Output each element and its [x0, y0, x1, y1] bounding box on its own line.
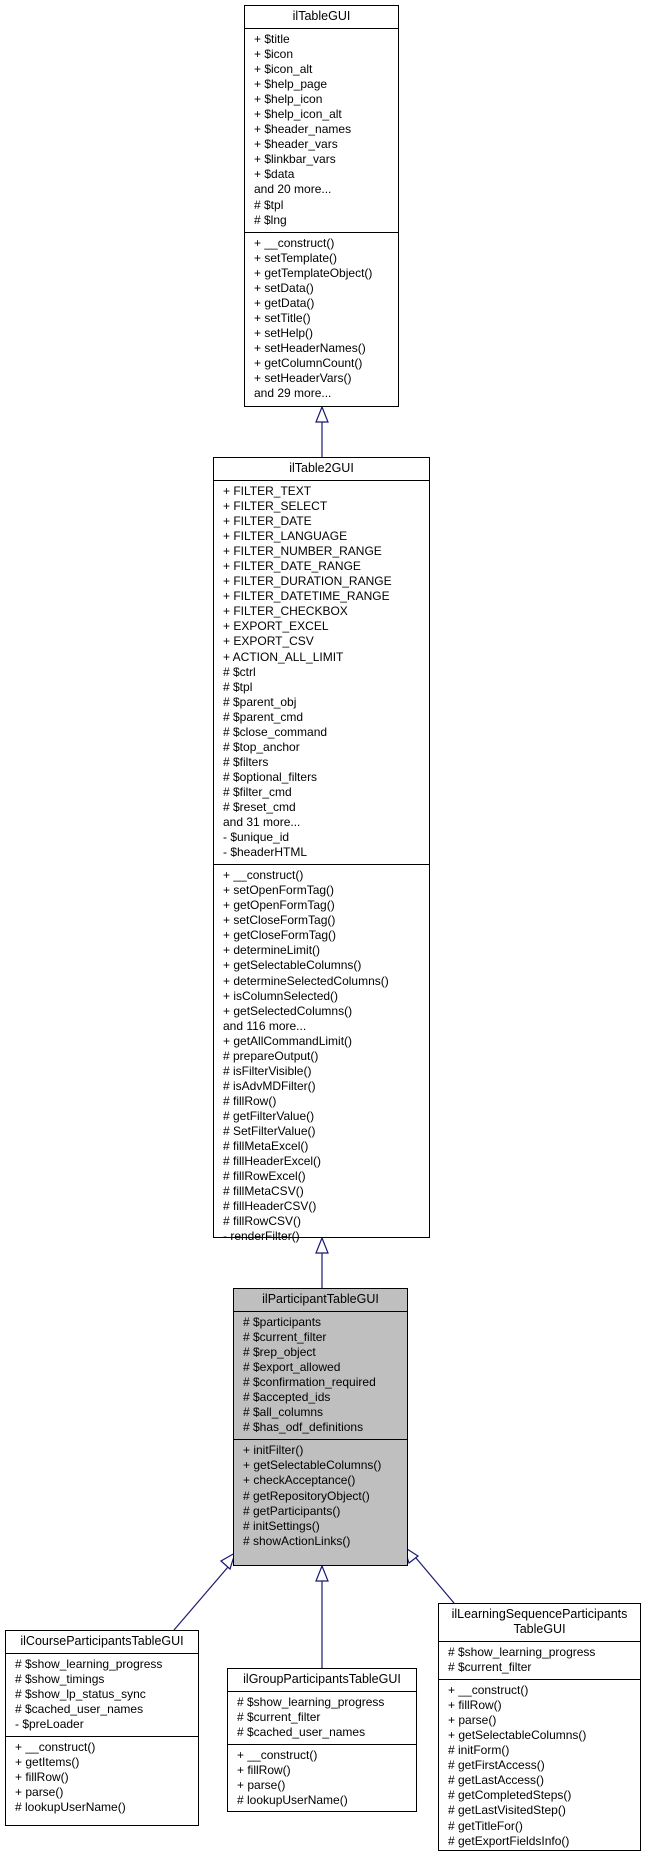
method-item: + determineLimit()	[223, 943, 321, 958]
method-item: and 29 more...	[254, 386, 332, 401]
attribute-item: # $show_learning_progress	[237, 1695, 385, 1709]
attribute-item: + $header_vars	[254, 137, 338, 152]
method-item: # getLastAccess()	[448, 1773, 545, 1788]
attributes-section	[234, 1312, 407, 1440]
method-item: + getColumnCount()	[254, 355, 363, 370]
method-item: # getTitleFor()	[448, 1818, 523, 1833]
method-item: + setCloseFormTag()	[223, 913, 336, 928]
class-title: ilTable2GUI	[214, 458, 429, 481]
attribute-item: # $reset_cmd	[223, 799, 296, 814]
method-item: # getFilterValue()	[223, 1108, 315, 1123]
attribute-item: # $cached_user_names	[15, 1702, 144, 1717]
methods-section	[6, 1737, 198, 1819]
class-ilparticipanttablegui[interactable]	[233, 1288, 408, 1566]
method-item: + getTemplateObject()	[254, 265, 373, 280]
method-item: + parse()	[15, 1785, 64, 1800]
method-item: and 116 more...	[223, 1018, 307, 1033]
method-item: # fillMetaCSV()	[223, 1184, 304, 1199]
attribute-item: # $parent_cmd	[223, 709, 304, 724]
attribute-item: # $parent_obj	[223, 694, 297, 709]
attribute-item: # $show_learning_progress	[448, 1645, 596, 1659]
class-ilcourseparticipantstablegui[interactable]	[5, 1630, 199, 1826]
attribute-item: # $current_filter	[243, 1330, 327, 1345]
method-item: + checkAcceptance()	[243, 1473, 356, 1488]
attribute-item: # $tpl	[223, 679, 253, 694]
attribute-item: + FILTER_SELECT	[223, 499, 328, 514]
attribute-item: # $optional_filters	[223, 769, 318, 784]
attribute-item: + FILTER_TEXT	[223, 484, 312, 498]
attribute-item: # $has_odf_definitions	[243, 1420, 364, 1435]
attribute-item: # $show_learning_progress	[15, 1657, 163, 1671]
class-title: ilParticipantTableGUI	[234, 1289, 407, 1312]
attribute-item: + EXPORT_CSV	[223, 634, 314, 649]
attribute-item: - $headerHTML	[223, 845, 308, 860]
attribute-item: + $linkbar_vars	[254, 152, 336, 167]
attribute-item: # $filters	[223, 754, 269, 769]
method-item: + getSelectableColumns()	[243, 1458, 382, 1473]
method-item: + __construct()	[448, 1683, 529, 1698]
method-item: + setOpenFormTag()	[223, 883, 335, 898]
attribute-item: # $rep_object	[243, 1345, 316, 1360]
attribute-item: - $unique_id	[223, 830, 290, 845]
method-item: + __construct()	[223, 868, 304, 883]
arrowhead-group	[316, 1566, 328, 1581]
method-item: # getLastVisitedStep()	[448, 1803, 566, 1818]
method-item: + getSelectedColumns()	[223, 1003, 353, 1018]
method-item: # fillHeaderExcel()	[223, 1154, 322, 1169]
class-title: ilGroupParticipantsTableGUI	[228, 1669, 416, 1692]
method-item: + getOpenFormTag()	[223, 898, 335, 913]
class-illearningsequenceparticipantstablegui[interactable]	[438, 1603, 641, 1851]
class-ilgroupparticipantstablegui[interactable]	[227, 1668, 417, 1812]
attribute-item: # $top_anchor	[223, 739, 300, 754]
method-item: # lookupUserName()	[237, 1793, 348, 1808]
method-item: + parse()	[448, 1713, 497, 1728]
attribute-item: # $filter_cmd	[223, 784, 292, 799]
attribute-item: and 31 more...	[223, 815, 301, 830]
attributes-section	[439, 1642, 640, 1680]
class-title: ilCourseParticipantsTableGUI	[6, 1631, 198, 1654]
arrowhead-iltablegui	[316, 407, 328, 422]
attribute-item: + $help_icon_alt	[254, 107, 342, 122]
attribute-item: + $help_page	[254, 77, 328, 92]
attribute-item: # $cached_user_names	[237, 1725, 366, 1740]
class-iltable2gui[interactable]	[213, 457, 430, 1244]
method-item: # lookupUserName()	[15, 1800, 126, 1815]
method-item: + setHeaderNames()	[254, 340, 366, 355]
methods-section	[245, 233, 398, 406]
method-item: # getRepositoryObject()	[243, 1488, 370, 1503]
method-item: # initSettings()	[243, 1518, 320, 1533]
attribute-item: + $title	[254, 32, 290, 46]
attribute-item: # $current_filter	[448, 1660, 532, 1675]
attribute-item: + $icon_alt	[254, 62, 313, 77]
attribute-item: # $show_timings	[15, 1672, 105, 1687]
method-item: + setHeaderVars()	[254, 371, 352, 386]
method-item: + getAllCommandLimit()	[223, 1033, 353, 1048]
attributes-section	[245, 29, 398, 233]
attribute-item: + EXPORT_EXCEL	[223, 619, 329, 634]
edge-illearningsequence-to-ilparticipant	[416, 1558, 454, 1603]
method-item: # fillRowExcel()	[223, 1169, 306, 1184]
method-item: # getParticipants()	[243, 1503, 341, 1518]
method-item: # fillHeaderCSV()	[223, 1199, 317, 1214]
attribute-item: # $tpl	[254, 197, 284, 212]
method-item: + fillRow()	[448, 1698, 502, 1713]
attribute-item: # $participants	[243, 1315, 322, 1329]
class-title-line-2: TableGUI	[513, 1622, 566, 1636]
method-item: + setData()	[254, 280, 314, 295]
attribute-item: # $confirmation_required	[243, 1375, 376, 1390]
attribute-item: # $ctrl	[223, 664, 256, 679]
method-item: + getSelectableColumns()	[448, 1728, 587, 1743]
method-item: + getSelectableColumns()	[223, 958, 362, 973]
method-item: - renderFilter()	[223, 1229, 300, 1244]
attribute-item: + $header_names	[254, 122, 352, 137]
method-item: # fillMetaExcel()	[223, 1139, 309, 1154]
attribute-item: + $help_icon	[254, 92, 323, 107]
attribute-item: # $current_filter	[237, 1710, 321, 1725]
attribute-item: - $preLoader	[15, 1717, 84, 1732]
method-item: # getExportFieldsInfo()	[448, 1833, 570, 1848]
attribute-item: # $lng	[254, 212, 287, 227]
methods-section	[228, 1745, 416, 1812]
attribute-item: # $export_allowed	[243, 1360, 341, 1375]
method-item: # isAdvMDFilter()	[223, 1078, 316, 1093]
attribute-item: and 20 more...	[254, 182, 332, 197]
method-item: + fillRow()	[237, 1763, 291, 1778]
attribute-item: + $icon	[254, 47, 294, 62]
method-item: + getItems()	[15, 1755, 80, 1770]
method-item: # getFirstAccess()	[448, 1758, 545, 1773]
method-item: # getCompletedSteps()	[448, 1788, 572, 1803]
method-item: # initForm()	[448, 1743, 510, 1758]
method-item: # prepareOutput()	[223, 1048, 319, 1063]
method-item: + setTitle()	[254, 310, 311, 325]
methods-section	[234, 1440, 407, 1552]
class-iltablegui[interactable]	[244, 5, 399, 407]
attributes-section	[6, 1654, 198, 1737]
attribute-item: + FILTER_DATETIME_RANGE	[223, 589, 390, 604]
method-item: + determineSelectedColumns()	[223, 973, 389, 988]
methods-section	[214, 865, 429, 1248]
attributes-section	[228, 1692, 416, 1745]
method-item: # showActionLinks()	[243, 1533, 351, 1548]
attribute-item: + FILTER_CHECKBOX	[223, 604, 348, 619]
class-title: ilTableGUI	[245, 6, 398, 29]
method-item: # fillRowCSV()	[223, 1214, 302, 1229]
method-item: + setHelp()	[254, 325, 314, 340]
attribute-item: + FILTER_DURATION_RANGE	[223, 574, 392, 589]
method-item: + __construct()	[254, 235, 335, 250]
edge-ilcourse-to-ilparticipant	[174, 1567, 228, 1630]
attribute-item: + FILTER_DATE	[223, 514, 312, 529]
class-title	[439, 1604, 640, 1642]
method-item: + fillRow()	[15, 1770, 69, 1785]
method-item: + __construct()	[15, 1740, 96, 1755]
attribute-item: + ACTION_ALL_LIMIT	[223, 649, 344, 664]
attribute-item: + FILTER_DATE_RANGE	[223, 559, 361, 574]
attribute-item: # $accepted_ids	[243, 1390, 331, 1405]
method-item: + isColumnSelected()	[223, 988, 339, 1003]
attributes-section	[214, 481, 429, 865]
method-item: # isFilterVisible()	[223, 1063, 312, 1078]
attribute-item: # $all_columns	[243, 1405, 324, 1420]
methods-section	[439, 1680, 640, 1853]
attribute-item: + FILTER_LANGUAGE	[223, 529, 348, 544]
attribute-item: # $close_command	[223, 724, 328, 739]
method-item: + getData()	[254, 295, 315, 310]
method-item: + parse()	[237, 1778, 286, 1793]
method-item: # SetFilterValue()	[223, 1123, 316, 1138]
method-item: + __construct()	[237, 1748, 318, 1763]
attribute-item: # $show_lp_status_sync	[15, 1687, 146, 1702]
method-item: + getCloseFormTag()	[223, 928, 337, 943]
attribute-item: + FILTER_NUMBER_RANGE	[223, 544, 382, 559]
method-item: # fillRow()	[223, 1093, 277, 1108]
method-item: + setTemplate()	[254, 250, 338, 265]
attribute-item: + $data	[254, 167, 295, 182]
method-item: + initFilter()	[243, 1443, 304, 1458]
class-title-line-1: ilLearningSequenceParticipants	[451, 1607, 628, 1621]
